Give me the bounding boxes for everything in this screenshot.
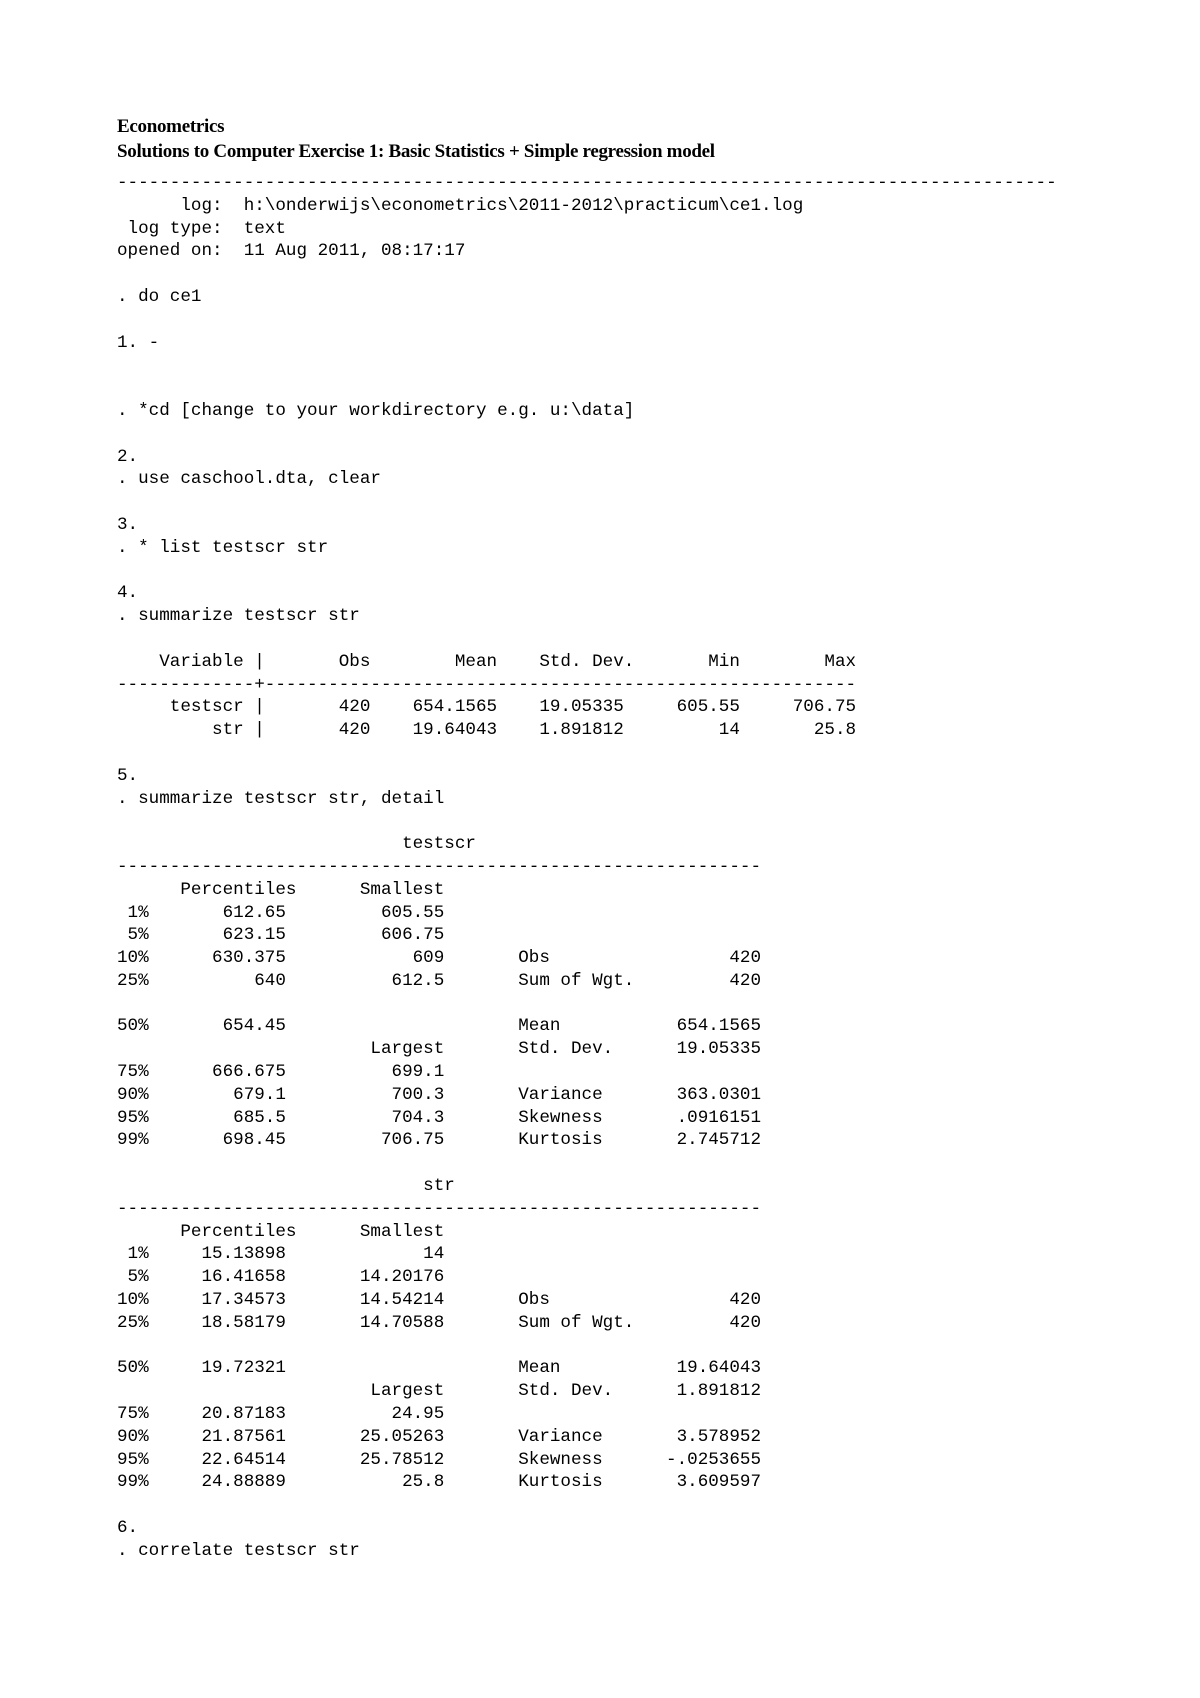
- log-line: [117, 309, 1057, 332]
- log-line: Percentiles Smallest: [117, 879, 445, 900]
- log-line: 3.: [117, 514, 139, 535]
- log-line: Largest Std. Dev. 19.05335: [117, 1039, 762, 1060]
- log-line: Variable | Obs Mean Std. Dev. Min Max: [117, 651, 857, 672]
- log-line: 50% 19.72321 Mean 19.64043: [117, 1358, 762, 1379]
- log-line: Percentiles Smallest: [117, 1221, 445, 1242]
- log-line: 5.: [117, 765, 139, 786]
- log-line: [117, 377, 1057, 400]
- log-line: 4.: [117, 583, 139, 604]
- log-line: -----------------------------------------------------------------------------------------: [117, 173, 1057, 193]
- log-line: [117, 423, 1057, 446]
- log-line: 1. -: [117, 332, 160, 353]
- log-line: [117, 560, 1057, 583]
- log-line: . use caschool.dta, clear: [117, 469, 381, 490]
- log-line: -------------------------------------------------------------: [117, 1198, 762, 1219]
- log-line: [117, 1335, 1057, 1358]
- log-line: -------------+--------------------------------------------------------: [117, 674, 857, 695]
- log-line: 50% 654.45 Mean 654.1565: [117, 1016, 762, 1037]
- log-line: [117, 491, 1057, 514]
- log-line: . summarize testscr str, detail: [117, 788, 445, 809]
- log-line: [117, 263, 1057, 286]
- document-subtitle: Solutions to Computer Exercise 1: Basic Statistics + Simple regression model: [117, 141, 715, 162]
- log-line: testscr: [117, 834, 476, 855]
- log-line: . do ce1: [117, 286, 202, 307]
- log-line: -------------------------------------------------------------: [117, 856, 762, 877]
- log-line: 1% 15.13898 14: [117, 1244, 445, 1265]
- log-line: 10% 630.375 609 Obs 420: [117, 948, 762, 969]
- log-line: [117, 354, 1057, 377]
- log-line: 2.: [117, 446, 139, 467]
- log-line: log: h:\onderwijs\econometrics\2011-2012\practicum\ce1.log: [117, 195, 804, 216]
- log-line: 6.: [117, 1518, 139, 1539]
- log-line: 90% 21.87561 25.05263 Variance 3.578952: [117, 1426, 762, 1447]
- log-line: 95% 685.5 704.3 Skewness .0916151: [117, 1107, 762, 1128]
- log-line: 5% 623.15 606.75: [117, 925, 445, 946]
- log-line: Largest Std. Dev. 1.891812: [117, 1381, 762, 1402]
- log-line: [117, 1152, 1057, 1175]
- log-line: 75% 20.87183 24.95: [117, 1404, 445, 1425]
- log-line: . correlate testscr str: [117, 1540, 360, 1561]
- log-line: [117, 810, 1057, 833]
- stata-log-output: [117, 172, 1057, 1563]
- log-line: opened on: 11 Aug 2011, 08:17:17: [117, 241, 466, 262]
- log-line: . summarize testscr str: [117, 606, 360, 627]
- log-line: log type: text: [117, 218, 286, 239]
- log-line: [117, 628, 1057, 651]
- log-line: . * list testscr str: [117, 537, 329, 558]
- log-line: . *cd [change to your workdirectory e.g. u:\data]: [117, 400, 635, 421]
- log-line: 90% 679.1 700.3 Variance 363.0301: [117, 1084, 762, 1105]
- log-line: 1% 612.65 605.55: [117, 902, 445, 923]
- log-line: str | 420 19.64043 1.891812 14 25.8: [117, 720, 857, 741]
- log-line: 25% 640 612.5 Sum of Wgt. 420: [117, 970, 762, 991]
- log-line: 95% 22.64514 25.78512 Skewness -.0253655: [117, 1449, 762, 1470]
- log-line: 75% 666.675 699.1: [117, 1062, 445, 1083]
- log-line: 25% 18.58179 14.70588 Sum of Wgt. 420: [117, 1312, 762, 1333]
- log-line: [117, 1494, 1057, 1517]
- log-line: 99% 698.45 706.75 Kurtosis 2.745712: [117, 1130, 762, 1151]
- log-line: 5% 16.41658 14.20176: [117, 1267, 445, 1288]
- log-line: str: [117, 1176, 455, 1197]
- log-line: 99% 24.88889 25.8 Kurtosis 3.609597: [117, 1472, 762, 1493]
- document-title: Econometrics: [117, 116, 225, 137]
- log-line: testscr | 420 654.1565 19.05335 605.55 706.75: [117, 697, 857, 718]
- log-line: [117, 742, 1057, 765]
- log-line: [117, 993, 1057, 1016]
- log-line: 10% 17.34573 14.54214 Obs 420: [117, 1290, 762, 1311]
